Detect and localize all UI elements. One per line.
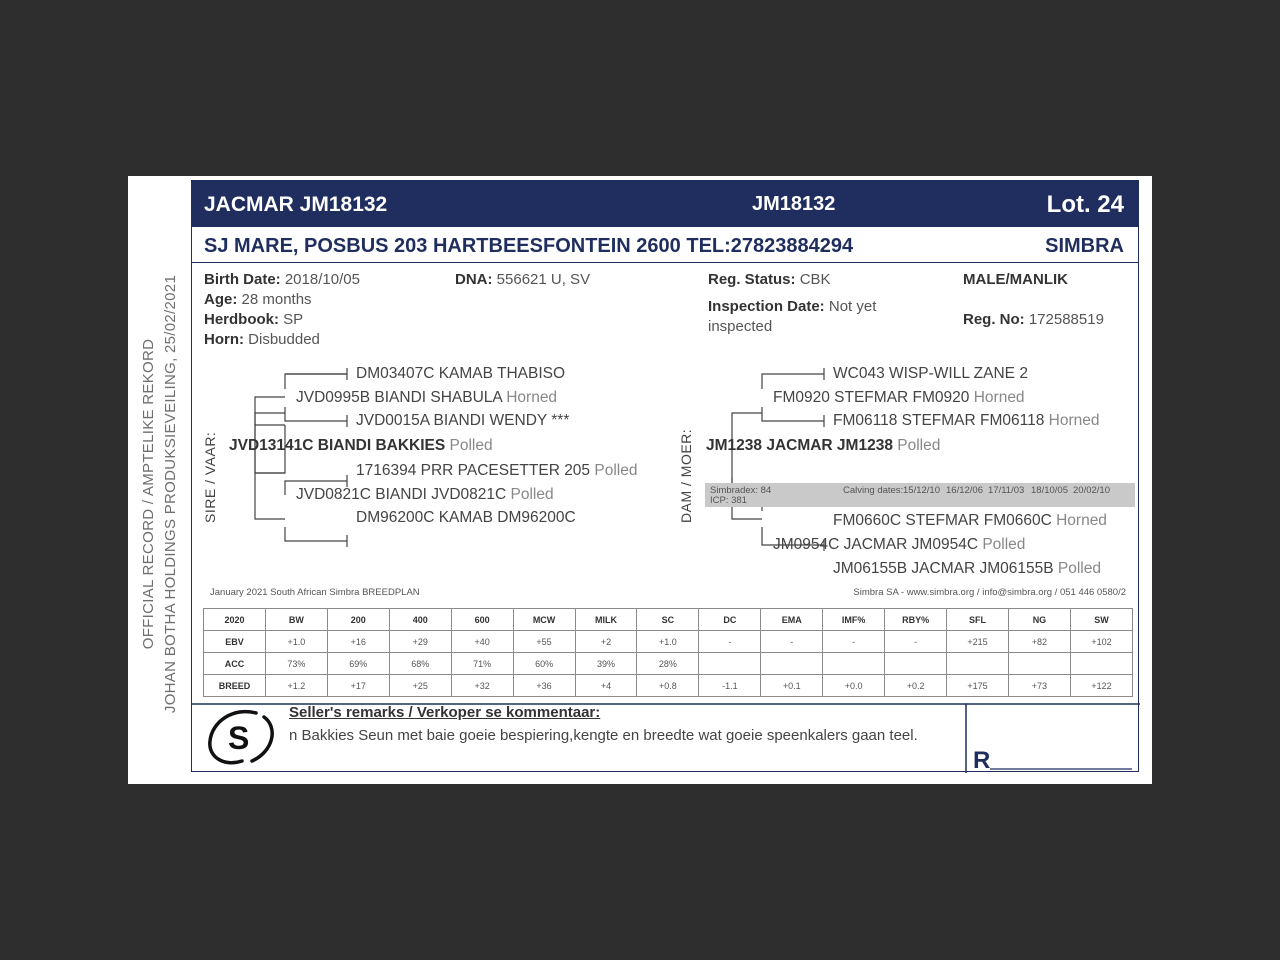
- table-cell: [699, 653, 761, 675]
- lot-card: [128, 176, 1152, 784]
- sire-sire: JVD0995B BIANDI SHABULA Horned: [296, 389, 558, 406]
- side-caption: [140, 248, 180, 740]
- ebv-header-row: [204, 609, 1133, 631]
- table-cell: +73: [1008, 675, 1070, 697]
- table-cell: +0.2: [885, 675, 947, 697]
- calving-date-4: 18/10/05: [1031, 485, 1068, 496]
- animal-name: JACMAR JM18132: [204, 193, 388, 216]
- seller-address: SJ MARE, POSBUS 203 HARTBEESFONTEIN 2600 TEL:27823884294: [204, 235, 854, 257]
- calving-date-2: 16/12/06: [946, 485, 983, 496]
- table-header: SW: [1070, 609, 1132, 631]
- table-cell: +55: [513, 631, 575, 653]
- calving-label: Calving dates:: [843, 485, 904, 496]
- table-header: 400: [389, 609, 451, 631]
- table-header: MCW: [513, 609, 575, 631]
- table-header: SFL: [947, 609, 1009, 631]
- table-row: [204, 675, 1133, 697]
- table-cell: -: [761, 631, 823, 653]
- table-cell: -1.1: [699, 675, 761, 697]
- animal-id: JM18132: [752, 193, 836, 215]
- dam-dam-sire: FM0660C STEFMAR FM0660C Horned: [833, 512, 1107, 529]
- table-cell: [885, 653, 947, 675]
- sire-dam: JVD0821C BIANDI JVD0821C Polled: [296, 486, 554, 503]
- table-cell: +17: [327, 675, 389, 697]
- table-cell: -: [885, 631, 947, 653]
- inspection-date-cont: inspected: [708, 318, 773, 335]
- table-cell: +122: [1070, 675, 1132, 697]
- dam-label: DAM / MOER:: [678, 428, 694, 523]
- price-label: R: [973, 747, 991, 774]
- reg-no: Reg. No: 172588519: [963, 311, 1104, 328]
- sire-name: JVD13141C BIANDI BAKKIES Polled: [229, 437, 493, 454]
- logo-letter: S: [228, 720, 250, 756]
- table-cell: +102: [1070, 631, 1132, 653]
- table-header: NG: [1008, 609, 1070, 631]
- table-cell: +40: [451, 631, 513, 653]
- table-cell: [823, 653, 885, 675]
- table-header: MILK: [575, 609, 637, 631]
- table-header: BW: [265, 609, 327, 631]
- table-cell: 39%: [575, 653, 637, 675]
- calving-date-3: 17/11/03: [988, 485, 1025, 496]
- dam-dam: JM0954C JACMAR JM0954C Polled: [773, 536, 1026, 553]
- simbradex: Simbradex: 84: [710, 485, 772, 496]
- table-header: SC: [637, 609, 699, 631]
- table-header: 2020: [204, 609, 266, 631]
- table-row: [204, 653, 1133, 675]
- dam-sire-dam: FM06118 STEFMAR FM06118 Horned: [833, 412, 1100, 429]
- table-cell: [1008, 653, 1070, 675]
- breedplan-contact: Simbra SA - www.simbra.org / info@simbra.org / 051 446 0580/2: [853, 587, 1126, 598]
- table-cell: +0.1: [761, 675, 823, 697]
- dam-dam-dam: JM06155B JACMAR JM06155B Polled: [833, 560, 1101, 577]
- lot-panel: [191, 180, 1139, 772]
- table-cell: +32: [451, 675, 513, 697]
- table-row: [204, 631, 1133, 653]
- birth-date: Birth Date: 2018/10/05: [204, 271, 360, 288]
- table-cell: +175: [947, 675, 1009, 697]
- table-header: IMF%: [823, 609, 885, 631]
- horn-status: Horn: Disbudded: [204, 331, 320, 348]
- auction-label: JOHAN BOTHA HOLDINGS PRODUKSIEVEILING, 25/02/2021: [162, 274, 179, 714]
- table-cell: +1.0: [265, 631, 327, 653]
- breed-label: SIMBRA: [1045, 235, 1124, 257]
- table-cell: +0.0: [823, 675, 885, 697]
- table-header: RBY%: [885, 609, 947, 631]
- table-cell: 28%: [637, 653, 699, 675]
- table-cell: +25: [389, 675, 451, 697]
- table-cell: +1.0: [637, 631, 699, 653]
- table-header: DC: [699, 609, 761, 631]
- table-cell: +0.8: [637, 675, 699, 697]
- dam-sire-sire: WC043 WISP-WILL ZANE 2: [833, 365, 1028, 382]
- ebv-table: [203, 608, 1133, 697]
- sire-dam-dam: DM96200C KAMAB DM96200C: [356, 509, 576, 526]
- table-header: 200: [327, 609, 389, 631]
- remarks-title: Seller's remarks / Verkoper se kommentaar:: [289, 704, 601, 721]
- dam-name: JM1238 JACMAR JM1238 Polled: [706, 437, 941, 454]
- row-label: EBV: [204, 631, 266, 653]
- table-cell: 69%: [327, 653, 389, 675]
- table-cell: -: [823, 631, 885, 653]
- row-label: BREED: [204, 675, 266, 697]
- remarks-text: n Bakkies Seun met baie goeie bespiering,kengte en breedte wat goeie speenkalers gaan teel.: [289, 727, 918, 744]
- table-cell: [947, 653, 1009, 675]
- lot-number: Lot. 24: [1046, 191, 1124, 218]
- table-cell: +36: [513, 675, 575, 697]
- official-record-label: OFFICIAL RECORD / AMPTELIKE REKORD: [140, 338, 157, 650]
- calving-date-5: 20/02/10: [1073, 485, 1110, 496]
- table-cell: 68%: [389, 653, 451, 675]
- dam-sire: FM0920 STEFMAR FM0920 Horned: [773, 389, 1025, 406]
- sire-sire-dam: JVD0015A BIANDI WENDY ***: [356, 412, 570, 429]
- reg-status: Reg. Status: CBK: [708, 271, 831, 288]
- table-header: 600: [451, 609, 513, 631]
- breedplan-source: January 2021 South African Simbra BREEDPLAN: [210, 587, 420, 598]
- table-cell: +4: [575, 675, 637, 697]
- table-header: EMA: [761, 609, 823, 631]
- table-cell: 71%: [451, 653, 513, 675]
- age: Age: 28 months: [204, 291, 312, 308]
- sex: MALE/MANLIK: [963, 271, 1068, 288]
- dna: DNA: 556621 U, SV: [455, 271, 591, 288]
- simbra-logo-icon: [204, 707, 280, 769]
- table-cell: +16: [327, 631, 389, 653]
- table-cell: [761, 653, 823, 675]
- dam-stats-bar: [705, 483, 1135, 507]
- sire-sire-sire: DM03407C KAMAB THABISO: [356, 365, 566, 382]
- herdbook: Herdbook: SP: [204, 311, 304, 328]
- table-cell: +82: [1008, 631, 1070, 653]
- table-cell: 60%: [513, 653, 575, 675]
- calving-date-1: 15/12/10: [903, 485, 940, 496]
- table-cell: +29: [389, 631, 451, 653]
- simbra-logo: [204, 707, 280, 774]
- sire-label: SIRE / VAAR:: [202, 431, 218, 523]
- icp: ICP: 381: [710, 495, 747, 506]
- row-label: ACC: [204, 653, 266, 675]
- table-cell: +1.2: [265, 675, 327, 697]
- table-cell: 73%: [265, 653, 327, 675]
- inspection-date: Inspection Date: Not yet: [708, 298, 877, 315]
- sire-dam-sire: 1716394 PRR PACESETTER 205 Polled: [356, 462, 638, 479]
- table-cell: +2: [575, 631, 637, 653]
- table-cell: -: [699, 631, 761, 653]
- table-cell: +215: [947, 631, 1009, 653]
- table-cell: [1070, 653, 1132, 675]
